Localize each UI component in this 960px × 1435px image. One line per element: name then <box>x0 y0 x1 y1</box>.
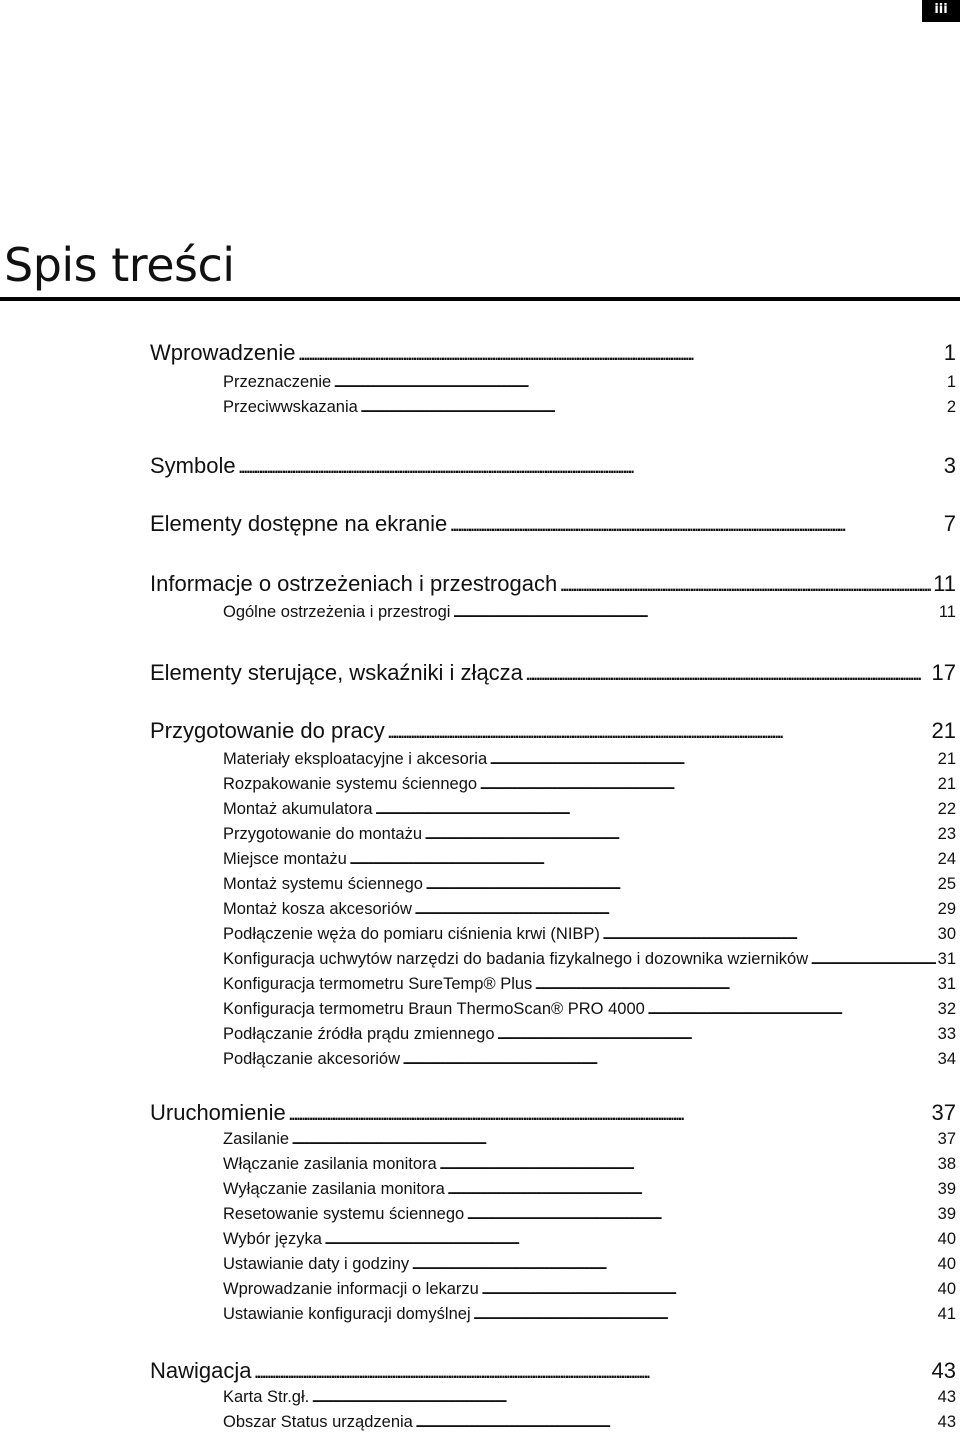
dot-leader <box>411 1255 935 1274</box>
dot-leader <box>254 1358 930 1384</box>
toc-entry-label: Symbole <box>150 453 236 478</box>
toc-entry-label: Materiały eksploatacyjne i akcesoria <box>223 750 488 768</box>
toc-section-entry[interactable] <box>223 373 956 395</box>
toc-entry-label: Konfiguracja uchwytów narzędzi do badania fizykalnego i dozownika wzierników <box>223 950 809 968</box>
page-number-badge: iii <box>922 0 960 22</box>
toc-entry-label: Ustawianie konfiguracji domyślnej <box>223 1305 471 1323</box>
toc-section-entry[interactable] <box>223 1130 956 1152</box>
dot-leader <box>449 511 942 537</box>
dot-leader <box>288 1100 930 1126</box>
page-title: Spis treści <box>4 238 235 292</box>
toc-entry-page: 1 <box>946 373 956 391</box>
dot-leader <box>534 975 935 994</box>
dot-leader <box>415 1413 936 1432</box>
dot-leader <box>311 1388 935 1407</box>
toc-entry-page: 40 <box>937 1280 956 1298</box>
dot-leader <box>360 398 945 417</box>
toc-entry-label: Miejsce montażu <box>223 850 347 868</box>
toc-entry-label: Ustawianie daty i godziny <box>223 1255 410 1273</box>
toc-entry-page: 21 <box>937 775 956 793</box>
toc-entry-page: 3 <box>943 453 956 478</box>
toc-entry-page: 33 <box>937 1025 956 1043</box>
dot-leader <box>439 1155 936 1174</box>
toc-entry-label: Wyłączanie zasilania monitora <box>223 1180 445 1198</box>
toc-section-entry[interactable] <box>223 875 956 897</box>
toc-section-entry[interactable] <box>223 1050 956 1072</box>
dot-leader <box>402 1050 936 1069</box>
toc-entry-label: Ogólne ostrzeżenia i przestrogi <box>223 603 451 621</box>
toc-entry-label: Podłączanie źródła prądu zmiennego <box>223 1025 495 1043</box>
toc-entry-page: 21 <box>937 750 956 768</box>
dot-leader <box>425 875 936 894</box>
toc-section-entry[interactable] <box>223 1205 956 1227</box>
toc-entry-page: 1 <box>943 340 956 365</box>
toc-entry-label: Obszar Status urządzenia <box>223 1413 413 1431</box>
toc-entry-page: 29 <box>937 900 956 918</box>
toc-entry-label: Uruchomienie <box>150 1100 286 1125</box>
dot-leader <box>424 825 936 844</box>
toc-section-entry[interactable] <box>223 850 956 872</box>
toc-entry-label: Przygotowanie do pracy <box>150 718 385 743</box>
toc-entry-page: 24 <box>937 850 956 868</box>
dot-leader <box>466 1205 935 1224</box>
toc-entry-page: 17 <box>931 660 956 685</box>
dot-leader <box>238 453 942 479</box>
toc-entry-page: 11 <box>933 571 956 596</box>
toc-section-entry[interactable] <box>223 1255 956 1277</box>
toc-entry-page: 43 <box>937 1413 956 1431</box>
toc-entry-label: Przeciwwskazania <box>223 398 358 416</box>
toc-entry-page: 41 <box>937 1305 956 1323</box>
dot-leader <box>559 571 931 597</box>
dot-leader <box>497 1025 936 1044</box>
toc-chapter-entry[interactable] <box>150 660 956 688</box>
toc-entry-page: 32 <box>937 1000 956 1018</box>
toc-section-entry[interactable] <box>223 775 956 797</box>
toc-section-entry[interactable] <box>223 1230 956 1252</box>
dot-leader <box>647 1000 936 1019</box>
toc-entry-page: 23 <box>937 825 956 843</box>
toc-entry-label: Montaż kosza akcesoriów <box>223 900 412 918</box>
toc-section-entry[interactable] <box>223 1155 956 1177</box>
toc-entry-page: 40 <box>937 1255 956 1273</box>
toc-section-entry[interactable] <box>223 750 956 772</box>
toc-entry-page: 43 <box>937 1388 956 1406</box>
toc-entry-label: Informacje o ostrzeżeniach i przestrogach <box>150 571 558 596</box>
toc-chapter-entry[interactable] <box>150 718 956 746</box>
toc-entry-page: 37 <box>937 1130 956 1148</box>
toc-entry-page: 7 <box>943 511 956 536</box>
dot-leader <box>291 1130 936 1149</box>
toc-entry-page: 31 <box>937 950 956 968</box>
toc-section-entry[interactable] <box>223 1180 956 1202</box>
toc-section-entry[interactable] <box>223 975 956 997</box>
dot-leader <box>387 718 930 744</box>
toc-chapter-entry[interactable] <box>150 1358 956 1386</box>
toc-entry-page: 31 <box>937 975 956 993</box>
toc-chapter-entry[interactable] <box>150 340 956 368</box>
toc-chapter-entry[interactable] <box>150 571 956 599</box>
toc-section-entry[interactable] <box>223 825 956 847</box>
toc-entry-label: Rozpakowanie systemu ściennego <box>223 775 478 793</box>
toc-entry-page: 40 <box>937 1230 956 1248</box>
toc-entry-label: Przeznaczenie <box>223 373 332 391</box>
toc-section-entry[interactable] <box>223 900 956 922</box>
toc-section-entry[interactable] <box>223 925 956 947</box>
toc-entry-page: 43 <box>931 1358 956 1383</box>
toc-entry-label: Konfiguracja termometru SureTemp® Plus <box>223 975 533 993</box>
dot-leader <box>489 750 936 769</box>
toc-chapter-entry[interactable] <box>150 511 956 539</box>
toc-section-entry[interactable] <box>223 398 956 420</box>
toc-entry-label: Elementy dostępne na ekranie <box>150 511 448 536</box>
toc-entry-page: 39 <box>937 1180 956 1198</box>
dot-leader <box>447 1180 936 1199</box>
toc-chapter-entry[interactable] <box>150 453 956 481</box>
toc-entry-label: Montaż systemu ściennego <box>223 875 423 893</box>
toc-section-entry[interactable] <box>223 1000 956 1022</box>
toc-section-entry[interactable] <box>223 1413 956 1435</box>
toc-entry-label: Wybór języka <box>223 1230 322 1248</box>
toc-entry-label: Wprowadzenie <box>150 340 296 365</box>
dot-leader <box>602 925 936 944</box>
toc-entry-label: Przygotowanie do montażu <box>223 825 423 843</box>
toc-entry-page: 30 <box>937 925 956 943</box>
toc-entry-label: Podłączenie węża do pomiaru ciśnienia krwi (NIBP) <box>223 925 600 943</box>
toc-entry-page: 25 <box>937 875 956 893</box>
dot-leader <box>324 1230 936 1249</box>
dot-leader <box>525 660 930 686</box>
dot-leader <box>349 850 936 869</box>
toc-section-entry[interactable] <box>223 1280 956 1302</box>
dot-leader <box>375 800 936 819</box>
toc-entry-page: 21 <box>931 718 956 743</box>
toc-section-entry[interactable] <box>223 1025 956 1047</box>
toc-entry-page: 22 <box>937 800 956 818</box>
toc-entry-label: Nawigacja <box>150 1358 252 1383</box>
toc-section-entry[interactable] <box>223 950 956 972</box>
dot-leader <box>479 775 936 794</box>
toc-entry-label: Karta Str.gł. <box>223 1388 310 1406</box>
dot-leader <box>473 1305 936 1324</box>
toc-entry-label: Zasilanie <box>223 1130 290 1148</box>
toc-entry-label: Włączanie zasilania monitora <box>223 1155 437 1173</box>
toc-entry-page: 2 <box>946 398 956 416</box>
toc-section-entry[interactable] <box>223 800 956 822</box>
toc-entry-label: Montaż akumulatora <box>223 800 373 818</box>
toc-entry-label: Resetowanie systemu ściennego <box>223 1205 465 1223</box>
title-divider <box>0 297 960 301</box>
toc-chapter-entry[interactable] <box>150 1100 956 1128</box>
toc-entry-label: Podłączanie akcesoriów <box>223 1050 401 1068</box>
toc-section-entry[interactable] <box>223 603 956 625</box>
dot-leader <box>333 373 945 392</box>
dot-leader <box>298 340 942 366</box>
toc-entry-page: 39 <box>937 1205 956 1223</box>
toc-entry-page: 11 <box>938 603 956 621</box>
dot-leader <box>414 900 936 919</box>
toc-entry-page: 37 <box>931 1100 956 1125</box>
dot-leader <box>452 603 936 622</box>
toc-entry-page: 34 <box>937 1050 956 1068</box>
toc-entry-label: Elementy sterujące, wskaźniki i złącza <box>150 660 523 685</box>
toc-entry-page: 38 <box>937 1155 956 1173</box>
dot-leader <box>810 950 935 969</box>
toc-section-entry[interactable] <box>223 1388 956 1410</box>
toc-section-entry[interactable] <box>223 1305 956 1327</box>
dot-leader <box>481 1280 936 1299</box>
toc-entry-label: Wprowadzanie informacji o lekarzu <box>223 1280 479 1298</box>
toc-entry-label: Konfiguracja termometru Braun ThermoScan® PRO 4000 <box>223 1000 645 1018</box>
